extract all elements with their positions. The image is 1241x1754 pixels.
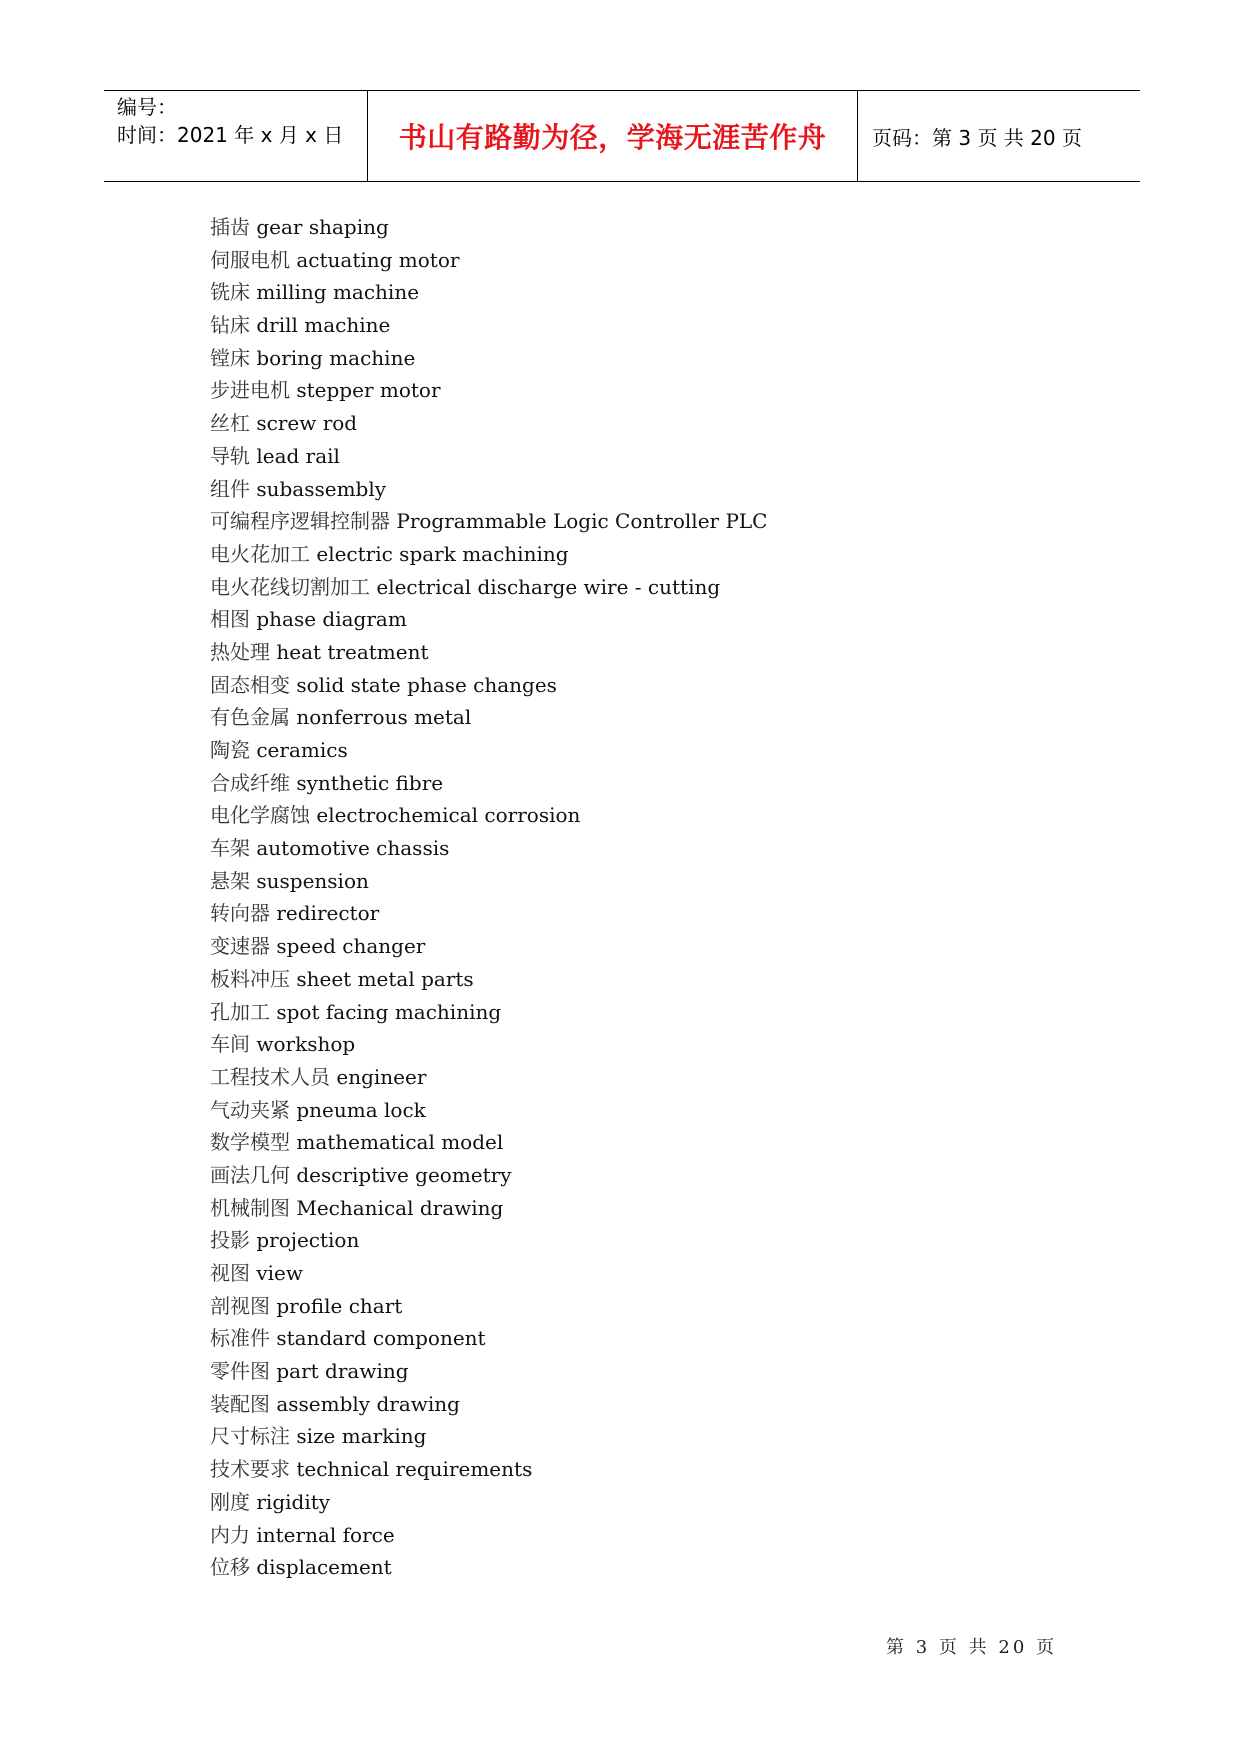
term-english: redirector bbox=[276, 901, 380, 926]
term-chinese: 插齿 bbox=[210, 215, 250, 239]
term-row bbox=[210, 799, 767, 832]
term-chinese: 变速器 bbox=[210, 934, 270, 959]
term-chinese: 固态相变 bbox=[210, 672, 290, 697]
term-row bbox=[210, 1420, 767, 1453]
term-chinese: 悬架 bbox=[210, 868, 250, 893]
term-chinese: 铣床 bbox=[210, 280, 250, 305]
term-english: Programmable Logic Controller PLC bbox=[396, 509, 768, 534]
term-english: electrochemical corrosion bbox=[316, 803, 581, 828]
term-chinese: 电化学腐蚀 bbox=[210, 803, 310, 828]
term-row bbox=[210, 603, 767, 636]
term-chinese: 零件图 bbox=[210, 1359, 270, 1384]
term-english: engineer bbox=[336, 1064, 427, 1089]
term-english: drill machine bbox=[256, 313, 391, 338]
term-english: suspension bbox=[256, 868, 369, 893]
term-chinese: 热处理 bbox=[210, 639, 270, 664]
term-chinese: 气动夹紧 bbox=[210, 1097, 290, 1122]
term-chinese: 电火花线切割加工 bbox=[210, 574, 370, 599]
term-english: heat treatment bbox=[276, 639, 429, 664]
term-english: electric spark machining bbox=[316, 541, 569, 566]
term-english: actuating motor bbox=[296, 247, 460, 272]
term-english: milling machine bbox=[256, 280, 420, 305]
term-row bbox=[210, 1094, 767, 1127]
header-motto: 书山有路勤为径，学海无涯苦作舟 bbox=[398, 121, 827, 154]
term-english: profile chart bbox=[276, 1293, 403, 1318]
term-english: standard component bbox=[276, 1326, 486, 1351]
header-info-cell bbox=[104, 91, 368, 181]
term-chinese: 尺寸标注 bbox=[210, 1424, 290, 1449]
term-chinese: 合成纤维 bbox=[210, 770, 290, 795]
term-chinese: 丝杠 bbox=[210, 411, 250, 436]
term-chinese: 伺服电机 bbox=[210, 247, 290, 272]
term-chinese: 镗床 bbox=[210, 345, 250, 370]
term-chinese: 组件 bbox=[210, 476, 250, 501]
term-chinese: 位移 bbox=[210, 1555, 250, 1580]
term-chinese: 技术要求 bbox=[210, 1457, 290, 1482]
term-english: stepper motor bbox=[296, 378, 441, 403]
term-english: technical requirements bbox=[296, 1457, 533, 1482]
term-row bbox=[210, 342, 767, 375]
term-row bbox=[210, 1126, 767, 1159]
term-chinese: 转向器 bbox=[210, 901, 270, 926]
term-row bbox=[210, 1290, 767, 1323]
term-english: subassembly bbox=[256, 476, 387, 501]
page-footer: 第 3 页 共 20 页 bbox=[886, 1637, 1057, 1658]
term-english: nonferrous metal bbox=[296, 705, 472, 730]
term-chinese: 内力 bbox=[210, 1522, 250, 1547]
term-row bbox=[210, 636, 767, 669]
term-chinese: 电火花加工 bbox=[210, 541, 310, 566]
term-english: rigidity bbox=[256, 1489, 331, 1514]
term-english: workshop bbox=[256, 1032, 356, 1057]
term-chinese: 视图 bbox=[210, 1261, 250, 1285]
term-row bbox=[210, 930, 767, 963]
term-row bbox=[210, 734, 767, 767]
term-chinese: 陶瓷 bbox=[210, 738, 250, 762]
term-row bbox=[210, 767, 767, 800]
term-chinese: 有色金属 bbox=[210, 705, 290, 730]
term-row bbox=[210, 701, 767, 734]
term-chinese: 板料冲压 bbox=[210, 966, 290, 991]
term-english: part drawing bbox=[276, 1359, 409, 1384]
term-chinese: 车架 bbox=[210, 836, 250, 861]
term-chinese: 相图 bbox=[210, 607, 250, 632]
term-chinese: 画法几何 bbox=[210, 1162, 290, 1187]
page-header bbox=[104, 90, 1140, 182]
term-row bbox=[210, 1551, 767, 1584]
term-english: displacement bbox=[256, 1555, 392, 1580]
term-row bbox=[210, 211, 767, 244]
term-chinese: 标准件 bbox=[210, 1326, 270, 1351]
term-chinese: 孔加工 bbox=[210, 999, 270, 1024]
term-row bbox=[210, 1257, 767, 1290]
term-list bbox=[210, 211, 767, 1584]
term-chinese: 工程技术人员 bbox=[210, 1064, 330, 1089]
term-english: boring machine bbox=[256, 345, 416, 370]
term-english: electrical discharge wire - cutting bbox=[376, 574, 721, 599]
term-english: view bbox=[256, 1261, 304, 1285]
term-row bbox=[210, 440, 767, 473]
term-row bbox=[210, 244, 767, 277]
term-row bbox=[210, 897, 767, 930]
header-page-number: 页码：第 3 页 共 20 页 bbox=[872, 125, 1082, 150]
term-chinese: 投影 bbox=[210, 1228, 250, 1253]
term-chinese: 车间 bbox=[210, 1032, 250, 1057]
term-row bbox=[210, 1028, 767, 1061]
term-chinese: 数学模型 bbox=[210, 1130, 290, 1155]
term-row bbox=[210, 473, 767, 506]
term-chinese: 钻床 bbox=[210, 313, 250, 338]
term-english: projection bbox=[256, 1228, 360, 1253]
term-english: internal force bbox=[256, 1522, 395, 1547]
term-english: synthetic fibre bbox=[296, 770, 444, 795]
term-chinese: 导轨 bbox=[210, 443, 250, 468]
term-english: descriptive geometry bbox=[296, 1162, 512, 1187]
term-row bbox=[210, 505, 767, 538]
term-english: automotive chassis bbox=[256, 836, 450, 861]
term-row bbox=[210, 1192, 767, 1225]
term-row bbox=[210, 538, 767, 571]
term-chinese: 刚度 bbox=[210, 1489, 250, 1514]
term-english: screw rod bbox=[256, 411, 358, 436]
term-row bbox=[210, 996, 767, 1029]
term-row bbox=[210, 963, 767, 996]
term-english: solid state phase changes bbox=[296, 672, 557, 697]
term-row bbox=[210, 374, 767, 407]
term-row bbox=[210, 1159, 767, 1192]
term-english: assembly drawing bbox=[276, 1391, 460, 1416]
term-chinese: 机械制图 bbox=[210, 1195, 290, 1220]
term-row bbox=[210, 1519, 767, 1552]
term-row bbox=[210, 1061, 767, 1094]
header-page-cell bbox=[858, 91, 1140, 181]
term-row bbox=[210, 1388, 767, 1421]
document-time-label: 时间：2021 年 x 月 x 日 bbox=[117, 123, 344, 147]
term-chinese: 剖视图 bbox=[210, 1293, 270, 1318]
term-row bbox=[210, 309, 767, 342]
term-row bbox=[210, 1322, 767, 1355]
term-row bbox=[210, 1224, 767, 1257]
term-english: sheet metal parts bbox=[296, 966, 474, 991]
term-row bbox=[210, 832, 767, 865]
term-row bbox=[210, 571, 767, 604]
term-english: speed changer bbox=[276, 934, 426, 959]
term-chinese: 步进电机 bbox=[210, 378, 290, 403]
term-english: Mechanical drawing bbox=[296, 1195, 504, 1220]
term-row bbox=[210, 407, 767, 440]
term-english: ceramics bbox=[256, 738, 348, 762]
term-chinese: 装配图 bbox=[210, 1391, 270, 1416]
term-english: size marking bbox=[296, 1424, 427, 1449]
term-row bbox=[210, 276, 767, 309]
term-english: lead rail bbox=[256, 443, 340, 468]
term-row bbox=[210, 865, 767, 898]
term-row bbox=[210, 1453, 767, 1486]
term-english: phase diagram bbox=[256, 607, 407, 632]
term-english: spot facing machining bbox=[276, 999, 502, 1024]
term-chinese: 可编程序逻辑控制器 bbox=[210, 509, 390, 534]
term-english: mathematical model bbox=[296, 1130, 504, 1155]
header-motto-cell bbox=[368, 91, 858, 181]
document-number-label: 编号： bbox=[117, 95, 177, 119]
term-row bbox=[210, 1486, 767, 1519]
term-english: pneuma lock bbox=[296, 1097, 426, 1122]
term-row bbox=[210, 1355, 767, 1388]
term-row bbox=[210, 669, 767, 702]
term-english: gear shaping bbox=[256, 215, 389, 239]
